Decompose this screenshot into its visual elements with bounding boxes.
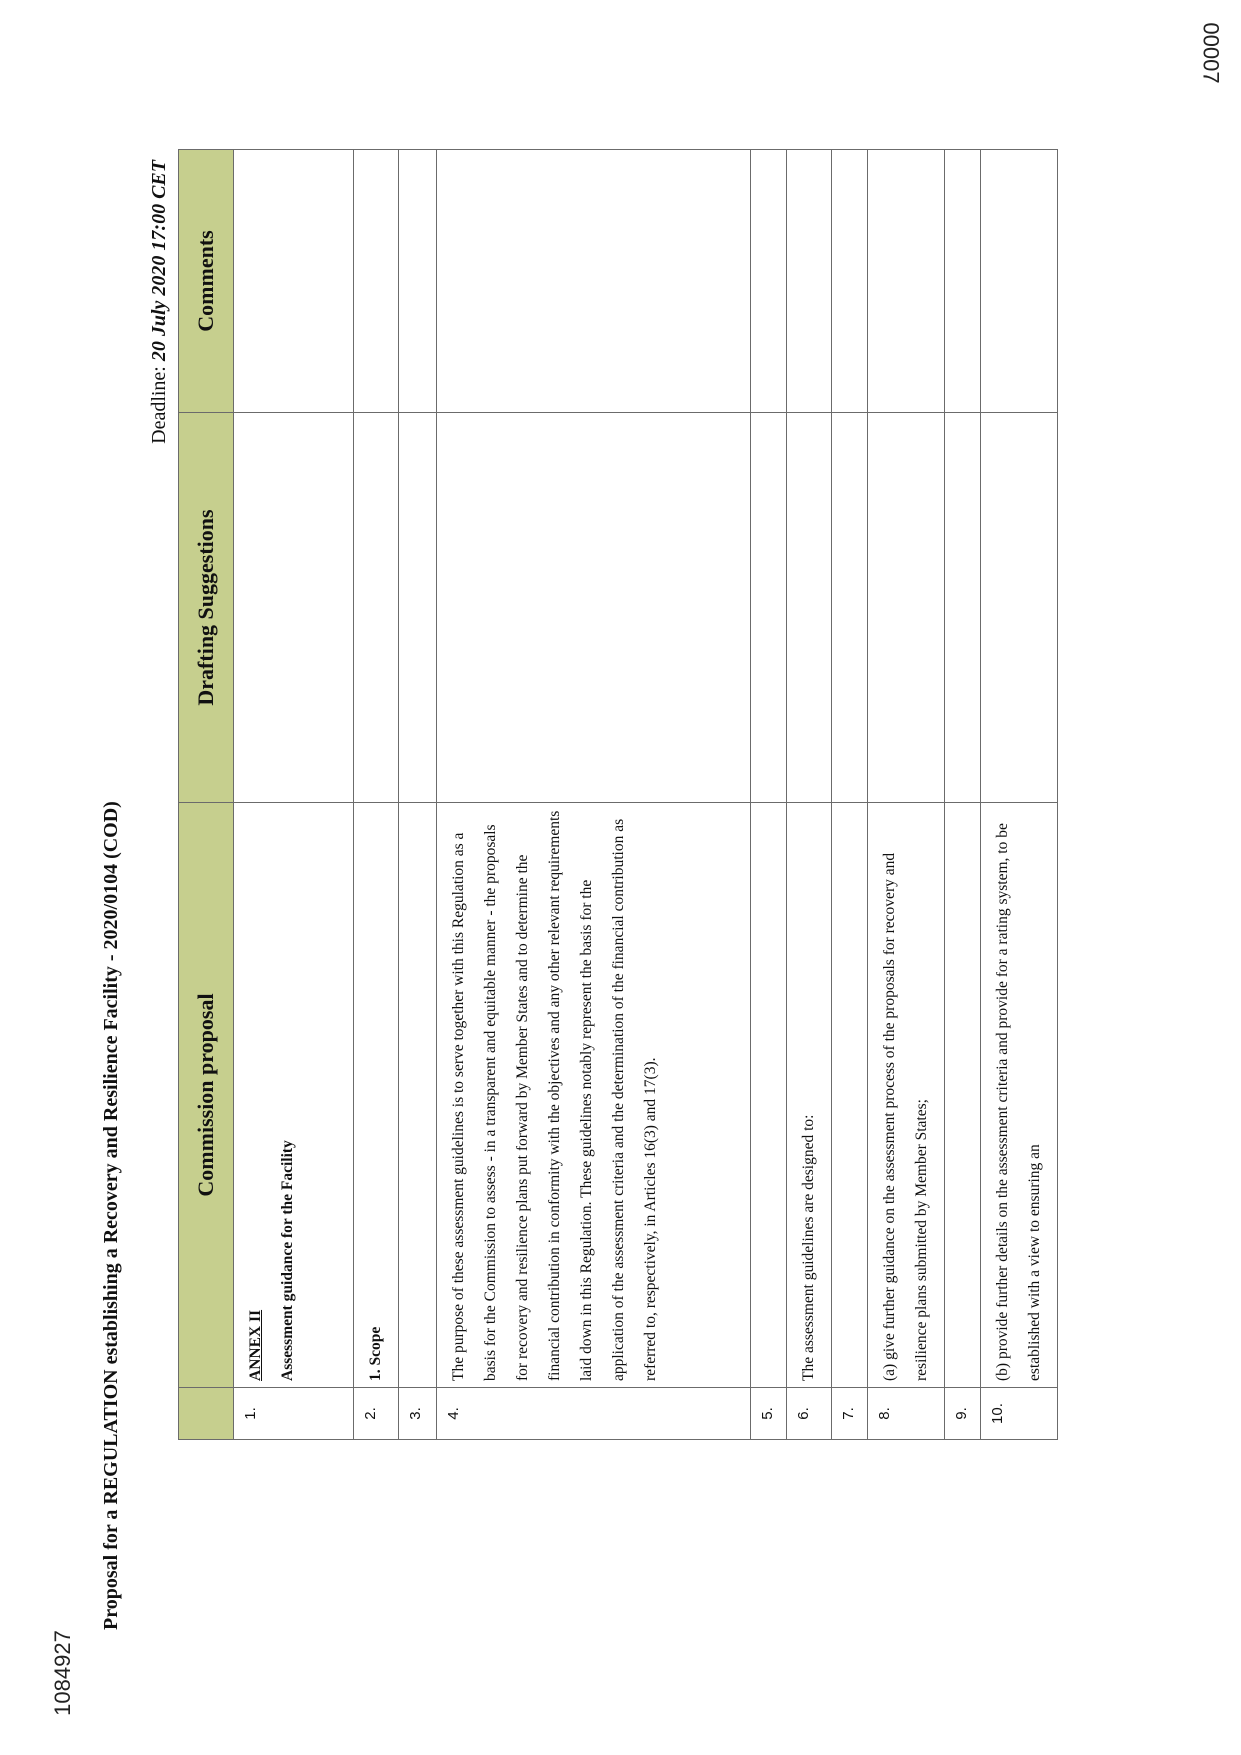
- table-row: [437, 150, 751, 1440]
- commission-text: 1. Scope: [354, 803, 399, 1388]
- deadline-value: 20 July 2020 17:00 CET: [148, 160, 170, 362]
- commission-text: The assessment guidelines are designed to:: [787, 803, 832, 1388]
- drafting-cell[interactable]: [868, 413, 945, 803]
- row-number: 1.: [234, 1388, 354, 1440]
- row-number: 4.: [437, 1388, 751, 1440]
- row-number: 6.: [787, 1388, 832, 1440]
- comments-cell[interactable]: [234, 150, 354, 413]
- document-title: Proposal for a REGULATION establishing a Recovery and Resilience Facility - 2020/0104 (COD): [100, 801, 122, 1630]
- commission-text: (a) give further guidance on the assessment process of the proposals for recovery and resilience plans submitted by Member States;: [868, 803, 945, 1388]
- drafting-cell[interactable]: [399, 413, 437, 803]
- row-number: 8.: [868, 1388, 945, 1440]
- header-comments: Comments: [179, 150, 234, 413]
- table-row: [787, 150, 832, 1440]
- table-row: [399, 150, 437, 1440]
- commission-text: [945, 803, 981, 1388]
- table-row: [981, 150, 1058, 1440]
- comments-cell[interactable]: [868, 150, 945, 413]
- drafting-cell[interactable]: [981, 413, 1058, 803]
- row-number: 3.: [399, 1388, 437, 1440]
- drafting-cell[interactable]: [832, 413, 868, 803]
- header-number: [179, 1388, 234, 1440]
- document-id-stamp: 00007: [1198, 22, 1224, 84]
- comments-cell[interactable]: [399, 150, 437, 413]
- header-commission-proposal: Commission proposal: [179, 803, 234, 1388]
- row-number: 5.: [751, 1388, 787, 1440]
- comments-cell[interactable]: [832, 150, 868, 413]
- commission-text: (b) provide further details on the assessment criteria and provide for a rating system, to be established with a view to ensuring an: [981, 803, 1058, 1388]
- table-header-row: [179, 150, 234, 1440]
- annex-subheading: Assessment guidance for the Facility: [279, 1140, 296, 1381]
- table-row: [234, 150, 354, 1440]
- deadline: [148, 160, 171, 444]
- document-number-stamp: 1084927: [49, 1630, 75, 1716]
- row-number: 9.: [945, 1388, 981, 1440]
- drafting-cell[interactable]: [751, 413, 787, 803]
- drafting-cell[interactable]: [354, 413, 399, 803]
- comments-table: [178, 149, 1058, 1440]
- table-row: [354, 150, 399, 1440]
- commission-text: [832, 803, 868, 1388]
- commission-text: [234, 803, 354, 1388]
- comments-cell[interactable]: [981, 150, 1058, 413]
- drafting-cell[interactable]: [234, 413, 354, 803]
- header-drafting-suggestions: Drafting Suggestions: [179, 413, 234, 803]
- row-number: 10.: [981, 1388, 1058, 1440]
- deadline-label: Deadline:: [148, 366, 170, 444]
- commission-text: The purpose of these assessment guidelines is to serve together with this Regulation as a basis for the Commission to assess - in a transparent and equitable manner - the proposals for recovery and resilience plans put forward by Member States and to determine the financial contribution in conformity with the objectives and any other relevant requirements laid down in this Regulation. These guidelines notably represent the basis for the application of the assessment criteria and the determination of the financial contribution as referred to, respectively, in Articles 16(3) and 17(3).: [437, 803, 751, 1388]
- comments-cell[interactable]: [751, 150, 787, 413]
- table-row: [868, 150, 945, 1440]
- table-row: [832, 150, 868, 1440]
- comments-cell[interactable]: [437, 150, 751, 413]
- row-number: 7.: [832, 1388, 868, 1440]
- annex-heading: ANNEX II: [247, 1309, 264, 1381]
- drafting-cell[interactable]: [945, 413, 981, 803]
- commission-text: [751, 803, 787, 1388]
- comments-cell[interactable]: [787, 150, 832, 413]
- row-number: 2.: [354, 1388, 399, 1440]
- drafting-cell[interactable]: [437, 413, 751, 803]
- table-row: [751, 150, 787, 1440]
- table-row: [945, 150, 981, 1440]
- comments-cell[interactable]: [945, 150, 981, 413]
- comments-cell[interactable]: [354, 150, 399, 413]
- commission-text: [399, 803, 437, 1388]
- drafting-cell[interactable]: [787, 413, 832, 803]
